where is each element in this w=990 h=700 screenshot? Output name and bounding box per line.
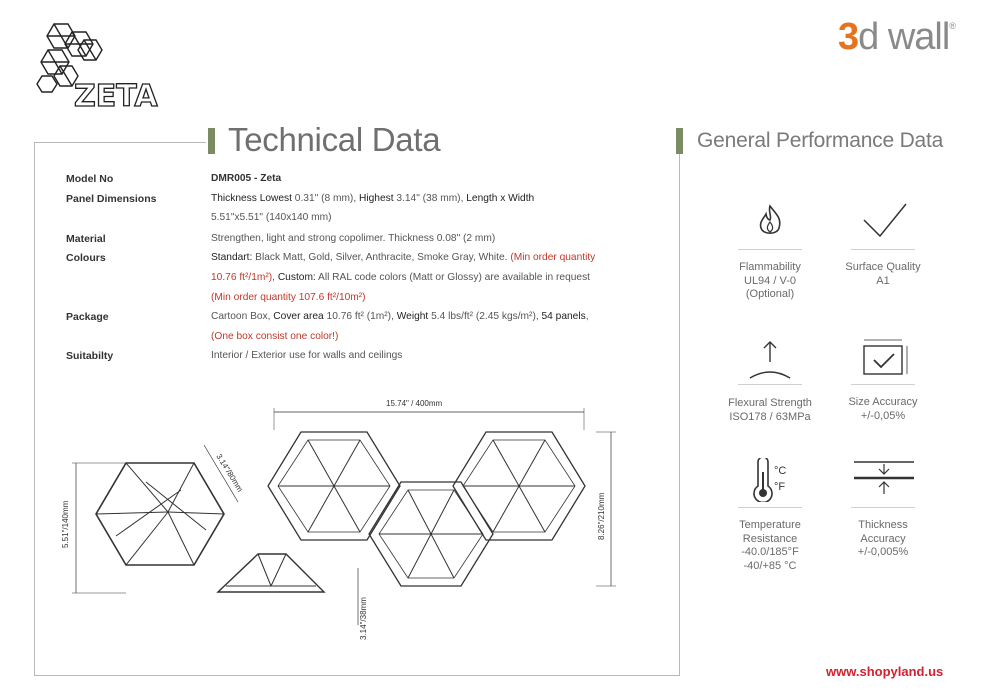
package-cartoon: Cartoon Box, [211, 311, 274, 322]
size-check-icon [858, 336, 906, 380]
spec-label-colours: Colours [66, 252, 106, 264]
thickness-lowest-label: Thickness Lowest [211, 193, 292, 204]
highest-label: Highest [359, 193, 394, 204]
dim-total-width: 15.74" / 400mm [386, 399, 443, 408]
one-box-note: (One box consist one color!) [211, 331, 339, 342]
flammability-title: Flammability [739, 261, 801, 273]
perf-label-flammability [715, 261, 825, 302]
perf-divider-4 [851, 384, 915, 385]
spec-value-package-line1 [211, 311, 589, 322]
min-order-note-2: (Min order quantity 107.6 ft²/10m²) [211, 292, 366, 303]
perf-divider-5 [738, 507, 802, 508]
temperature-title-1: Temperature [739, 519, 801, 531]
flammability-value: UL94 / V-0 [744, 274, 796, 287]
perf-divider-6 [851, 507, 915, 508]
website-link[interactable]: www.shopyland.us [826, 664, 944, 679]
custom-value: All RAL code colors (Matt or Glossy) are available in request [315, 272, 591, 283]
spec-label-material: Material [66, 233, 106, 245]
spec-label-model: Model No [66, 173, 114, 185]
weight-label: Weight [396, 311, 429, 322]
perf-divider-2 [851, 249, 915, 250]
spec-value-dimensions-line2: 5.51"x5.51" (140x140 mm) [211, 212, 332, 223]
perf-label-thickness [828, 519, 938, 560]
cover-area-label: Cover area [273, 311, 324, 322]
custom-label: Custom: [277, 272, 316, 283]
temperature-value-c: -40/+85 °C [743, 559, 797, 572]
panel-side-view [218, 554, 324, 592]
perf-divider-1 [738, 249, 802, 250]
weight-value: 5.4 lbs/ft² (2.45 kgs/m²), [428, 311, 542, 322]
highest-value: 3.14" (38 mm), [393, 193, 467, 204]
thickness-title-1: Thickness [858, 519, 908, 531]
model-number: DMR005 - Zeta [211, 173, 282, 184]
brand-logo-reg: ® [949, 21, 955, 31]
brand-logo [838, 18, 955, 56]
cover-area-value: 10.76 ft² (1m²), [323, 311, 397, 322]
dim-panel-height: 5.51"/140mm [61, 500, 70, 548]
perf-label-temperature [715, 519, 825, 573]
spec-value-package-line2 [211, 331, 338, 342]
perf-label-flexural [715, 397, 825, 424]
flame-icon [746, 200, 794, 244]
spec-value-colours-line1 [211, 252, 595, 263]
standart-value: Black Matt, Gold, Silver, Anthracite, Smoke Gray, White. [252, 252, 511, 263]
panels-count: 54 panels [541, 311, 586, 322]
dim-panel-depth: 3.14"/38mm [359, 597, 368, 640]
brand-logo-rest: d wall [858, 16, 950, 58]
perf-label-surface [828, 261, 938, 288]
perf-label-size [828, 396, 938, 423]
dim-total-height: 8.26"/210mm [597, 492, 606, 540]
spec-label-suitability: Suitabilty [66, 350, 114, 362]
panel-front-view [96, 463, 224, 565]
spec-value-model [211, 173, 281, 184]
thickness-arrows-icon [852, 458, 900, 502]
thermometer-icon [744, 458, 792, 502]
frame-top-line [34, 142, 206, 143]
performance-accent-bar [676, 128, 683, 154]
zeta-logo [34, 20, 174, 112]
technical-drawing [56, 390, 636, 650]
flexural-value: ISO178 / 63MPa [729, 410, 811, 423]
temperature-title-2: Resistance [742, 532, 798, 545]
thickness-lowest-value: 0.31" (8 mm), [291, 193, 359, 204]
surface-value: A1 [876, 274, 890, 287]
checkmark-icon [860, 198, 908, 242]
size-value: +/-0,05% [860, 409, 906, 422]
size-title: Size Accuracy [848, 396, 918, 408]
standart-label: Standart: [211, 252, 253, 263]
temperature-value-f: -40.0/185°F [741, 546, 799, 558]
flexural-title: Flexural Strength [728, 397, 812, 409]
spec-value-suitability: Interior / Exterior use for walls and ceilings [211, 350, 403, 361]
flammability-note: (Optional) [745, 288, 795, 300]
thickness-value: +/-0,005% [857, 546, 909, 558]
spec-label-dimensions: Panel Dimensions [66, 193, 157, 205]
technical-data-title: Technical Data [228, 121, 441, 158]
zeta-logo-text: ZETA [74, 79, 158, 112]
min-order-note-1b: 10.76 ft²/1m²) [211, 272, 273, 283]
panels-tail: , [585, 311, 589, 322]
spec-value-colours-line2: 10.76 ft²/1m²), Custom: All RAL code colors (Matt or Glossy) are available in request [211, 272, 591, 283]
performance-data-title: General Performance Data [697, 129, 944, 152]
celsius-label: °C [774, 465, 787, 477]
arrow-up-curve-icon [746, 336, 794, 380]
spec-value-material: Strengthen, light and strong copolimer. Thickness 0.08" (2 mm) [211, 233, 496, 244]
brand-logo-three: 3 [838, 16, 859, 58]
spec-value-colours-line3 [211, 292, 366, 303]
technical-accent-bar [208, 128, 215, 154]
assembled-panels-view [268, 432, 585, 586]
spec-value-dimensions-line1 [211, 193, 534, 204]
length-width-label: Length x Width [466, 193, 535, 204]
spec-label-package: Package [66, 311, 109, 323]
fahrenheit-label: °F [774, 481, 786, 493]
min-order-note-1a: (Min order quantity [510, 252, 596, 263]
surface-title: Surface Quality [845, 261, 921, 273]
thickness-title-2: Accuracy [860, 532, 906, 545]
dim-panel-side: 3.14"/80mm [214, 452, 245, 494]
perf-divider-3 [738, 384, 802, 385]
